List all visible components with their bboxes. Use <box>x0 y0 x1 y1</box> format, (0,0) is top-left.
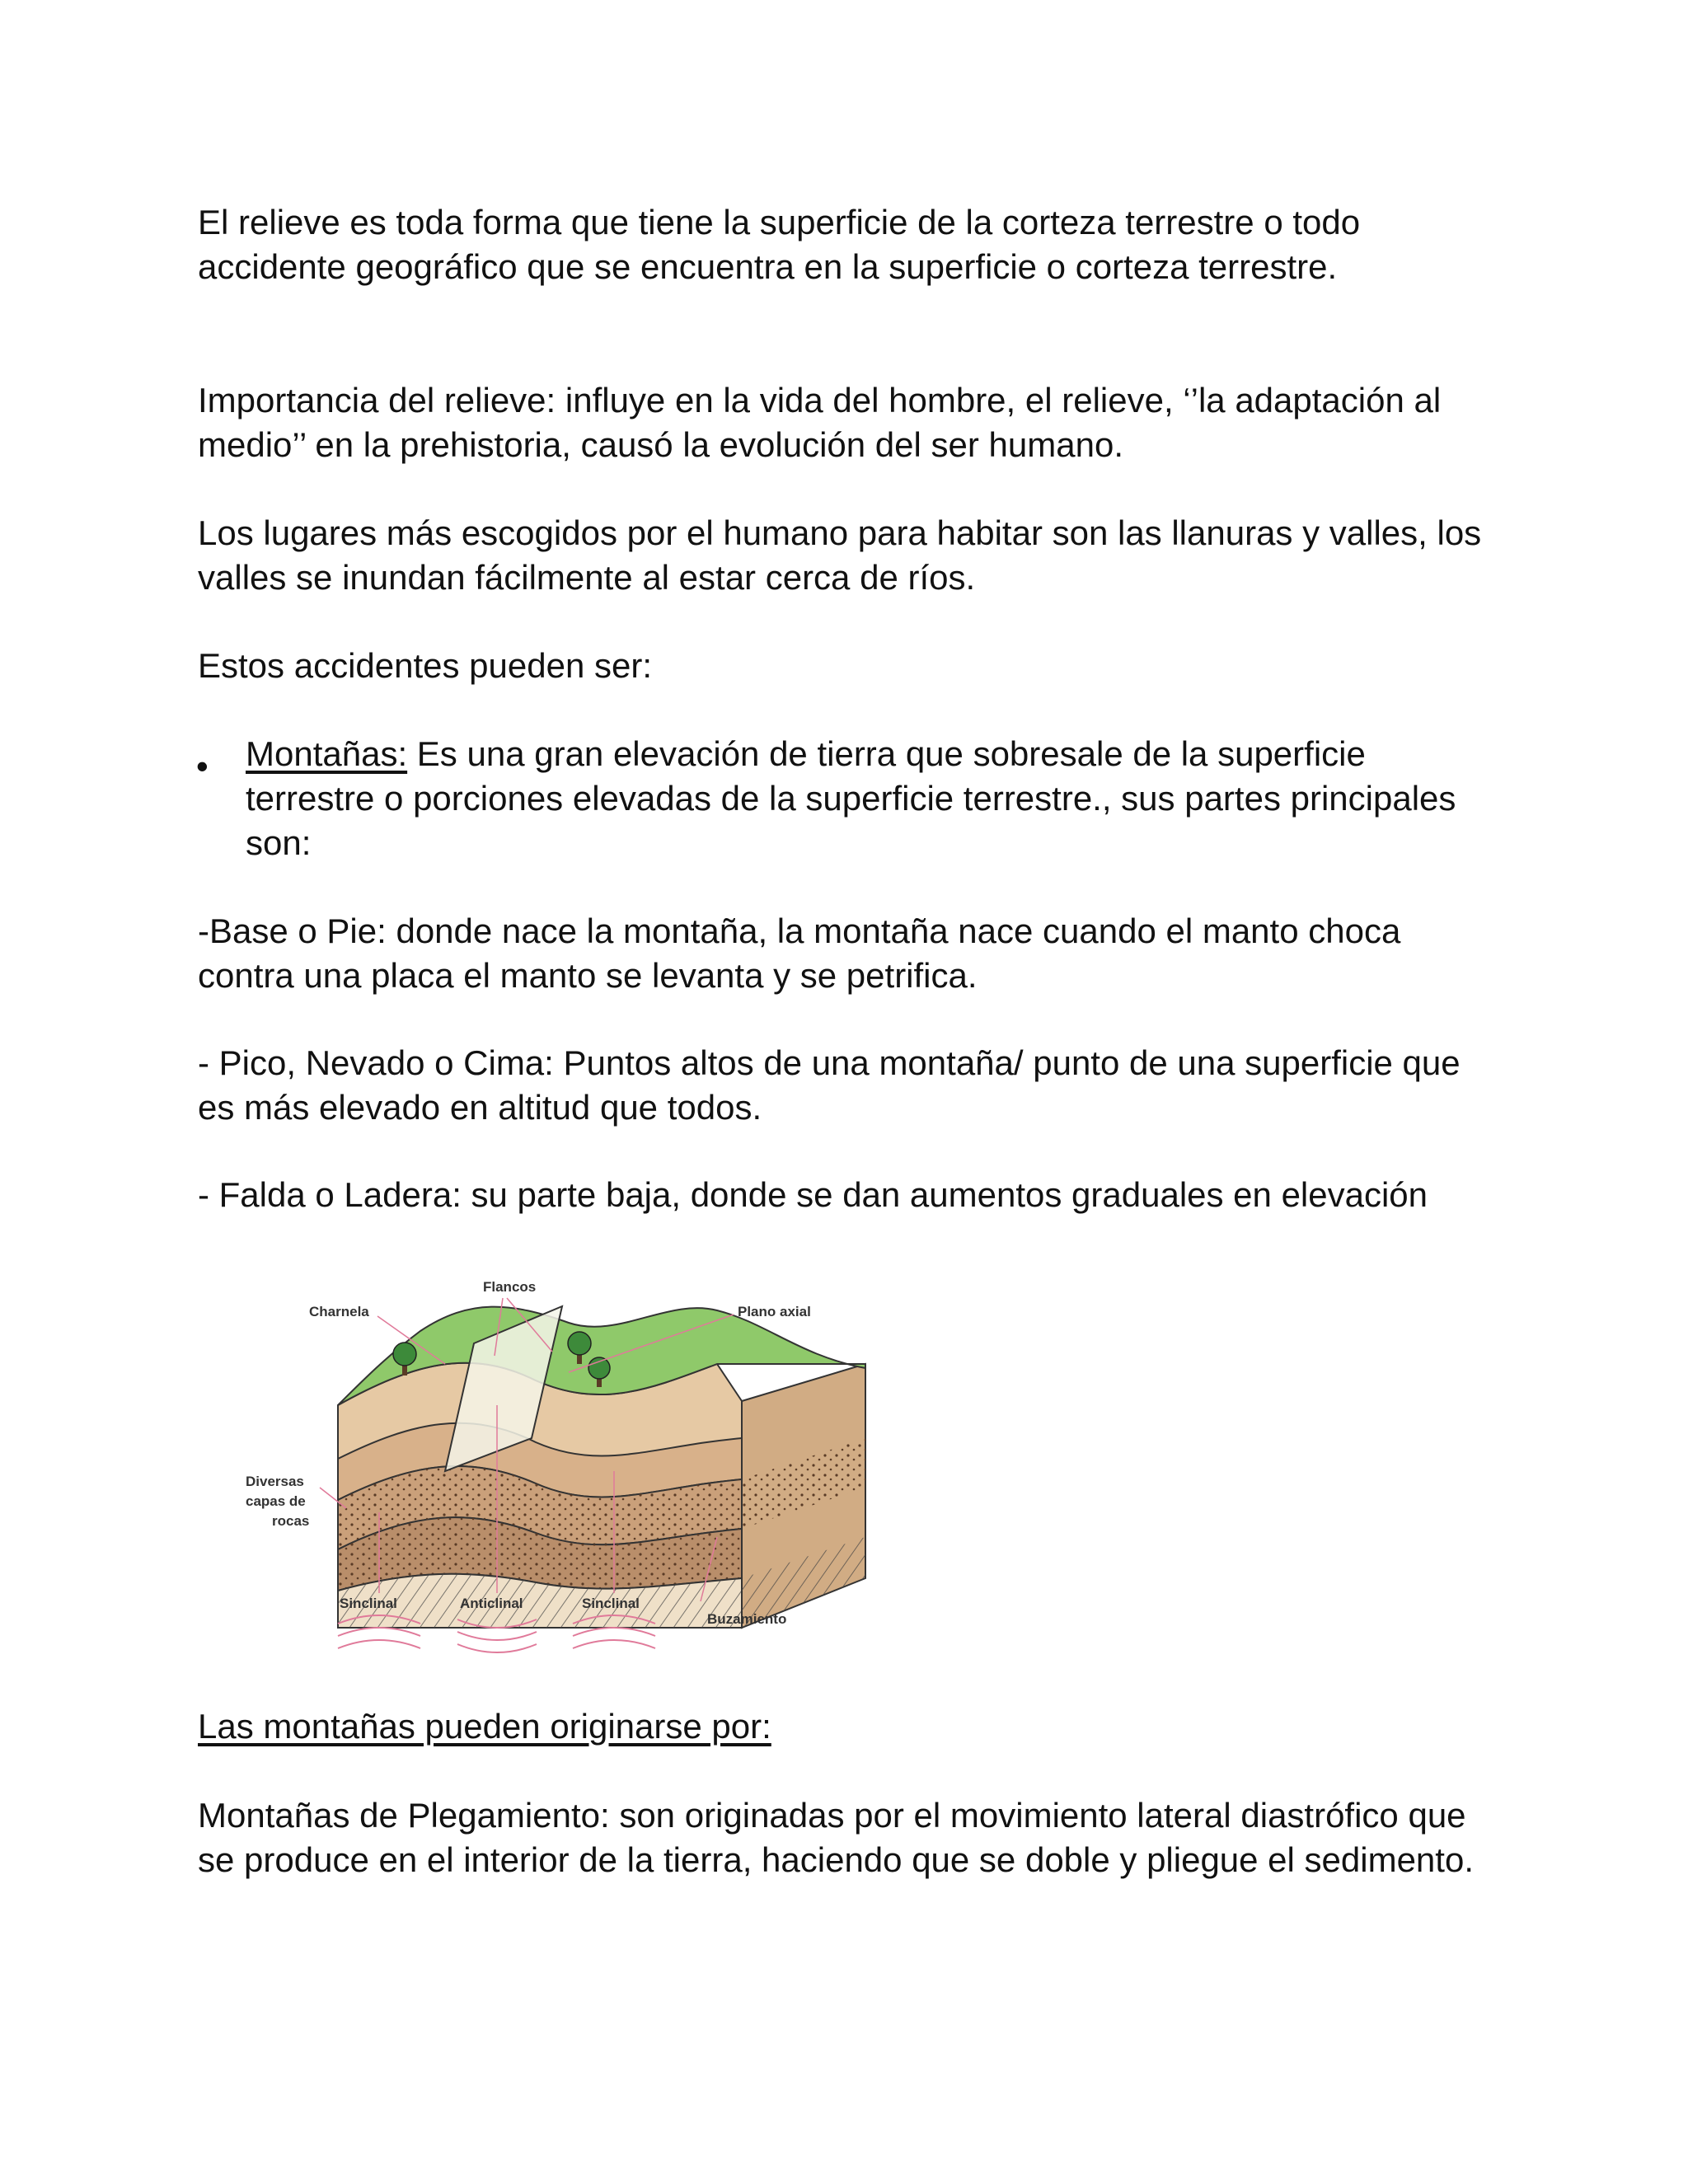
intro-paragraph: El relieve es toda forma que tiene la superficie de la corteza terrestre o todo accidente geográfico que se encuentra en la superficie o corteza terrestre. <box>198 203 1361 286</box>
label-capas-de: capas de <box>246 1493 306 1509</box>
folding-paragraph: Montañas de Plegamiento: son originadas por el movimiento lateral diastrófico que se produce en el interior de la tierra, haciendo que se doble y pliegue el sedimento. <box>198 1796 1474 1879</box>
part-base: -Base o Pie: donde nace la montaña, la montaña nace cuando el manto choca contra una placa el manto se levanta y se petrifica. <box>198 912 1401 995</box>
label-anticlinal: Anticlinal <box>460 1596 523 1611</box>
accidents-intro: Estos accidentes pueden ser: <box>198 646 653 685</box>
label-plano-axial: Plano axial <box>738 1304 811 1319</box>
places-paragraph: Los lugares más escogidos por el humano para habitar son las llanuras y valles, los valles se inundan fácilmente al estar cerca de ríos. <box>198 513 1482 597</box>
label-sinclinal-right: Sinclinal <box>582 1596 640 1611</box>
importance-paragraph: Importancia del relieve: influye en la vida del hombre, el relieve, ‘’la adaptación al medio’’ en la prehistoria, causó la evolución del ser humano. <box>198 381 1442 464</box>
fold-diagram <box>223 1265 874 1677</box>
mountains-bullet <box>246 732 1498 865</box>
origin-heading: Las montañas pueden originarse por: <box>198 1707 771 1746</box>
mountains-definition: Es una gran elevación de tierra que sobresale de la superficie terrestre o porciones elevadas de la superficie terrestre., sus partes principales son: <box>246 734 1456 862</box>
mountains-term: Montañas: <box>246 734 408 773</box>
label-rocas: rocas <box>272 1513 310 1529</box>
label-flancos: Flancos <box>483 1279 537 1295</box>
label-sinclinal-left: Sinclinal <box>340 1596 397 1611</box>
label-buzamiento: Buzamiento <box>707 1611 787 1627</box>
part-falda: - Falda o Ladera: su parte baja, donde se dan aumentos graduales en elevación <box>198 1175 1428 1214</box>
label-charnela: Charnela <box>309 1304 369 1319</box>
label-diversas: Diversas <box>246 1474 304 1489</box>
bullet-marker: • <box>196 747 209 785</box>
part-pico: - Pico, Nevado o Cima: Puntos altos de una montaña/ punto de una superficie que es más elevado en altitud que todos. <box>198 1043 1461 1127</box>
rock-layers <box>338 1363 865 1628</box>
